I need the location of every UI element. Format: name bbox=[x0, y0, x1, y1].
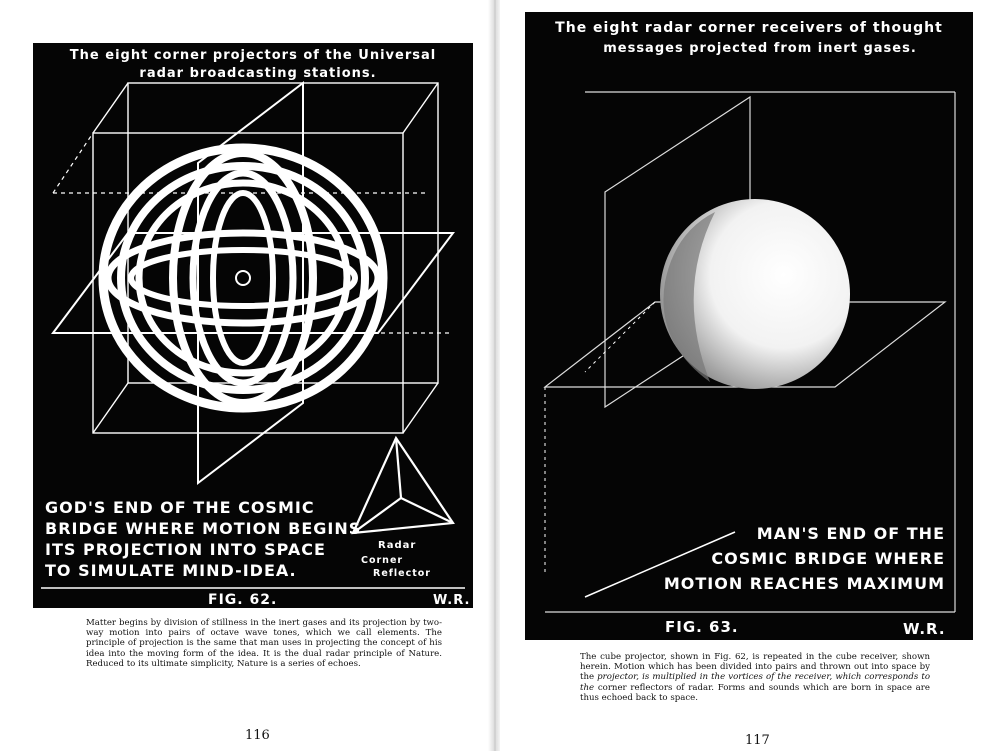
right-page bbox=[500, 0, 995, 751]
fig62-label: FIG. 62. bbox=[208, 592, 278, 608]
intersecting-planes bbox=[53, 83, 453, 483]
figure-62-plate bbox=[33, 43, 473, 608]
left-page bbox=[0, 0, 490, 751]
fig62-text-line4: TO SIMULATE MIND-IDEA. bbox=[45, 561, 297, 580]
fig63-text-line1: MAN'S END OF THE bbox=[756, 524, 945, 543]
figure-63-plate bbox=[525, 12, 973, 640]
fig62-text-line1: GOD'S END OF THE COSMIC bbox=[45, 498, 315, 517]
fig63-caption-part1: The cube projector, shown in Fig. 62, is repeated in the cube receiver, shown herein. Motion which has been divided into pairs and thrown out into space by the bbox=[580, 652, 930, 683]
fig62-signature: W.R. bbox=[433, 593, 471, 608]
fig62-text-line2: BRIDGE WHERE MOTION BEGINS bbox=[45, 519, 362, 538]
fig62-title-line2: radar broadcasting stations. bbox=[139, 66, 377, 81]
fig63-signature: W.R. bbox=[903, 620, 946, 638]
reflector-label-1: Radar bbox=[378, 540, 417, 551]
corner-reflector-icon bbox=[353, 438, 453, 533]
figure-63-illustration bbox=[525, 12, 973, 640]
fig63-title-line1: The eight radar corner receivers of thought bbox=[555, 20, 943, 36]
fig62-title-line1: The eight corner projectors of the Universal bbox=[69, 48, 437, 63]
fig63-text-line3: MOTION REACHES MAXIMUM bbox=[663, 574, 945, 593]
fig63-label: FIG. 63. bbox=[665, 618, 739, 636]
fig63-caption bbox=[580, 652, 930, 703]
page-number-117: 117 bbox=[745, 733, 770, 748]
fig62-text-line3: ITS PROJECTION INTO SPACE bbox=[45, 540, 326, 559]
receiver-dashed-lines bbox=[545, 302, 655, 572]
fig63-text-line2: COSMIC BRIDGE WHERE bbox=[711, 549, 945, 568]
fig63-title-line2: messages projected from inert gases. bbox=[603, 41, 917, 56]
reflector-label-3: Reflector bbox=[373, 568, 431, 579]
fig62-caption: Matter begins by division of stillness in the inert gases and its projection by two-way motion into pairs of octave wave tones, which we call elements. The principle of projection is the same that man uses in projecting the concept of his idea into the moving form of the idea. It is the dual radar principle of Nature. Reduced to its ultimate simplicity, Nature is a series of echoes. bbox=[86, 618, 442, 669]
fig63-caption-part2: corner reflectors of radar. Forms and sounds which are born in space are thus echoed back to space. bbox=[580, 682, 930, 703]
page-number-116: 116 bbox=[245, 728, 270, 743]
fig63-caption-italic: projector, is multiplied in the vortices of the receiver, which corresponds to the bbox=[580, 672, 930, 693]
reflector-label-2: Corner bbox=[361, 555, 404, 566]
figure-62-illustration bbox=[33, 43, 473, 608]
concentric-sphere bbox=[103, 148, 383, 408]
